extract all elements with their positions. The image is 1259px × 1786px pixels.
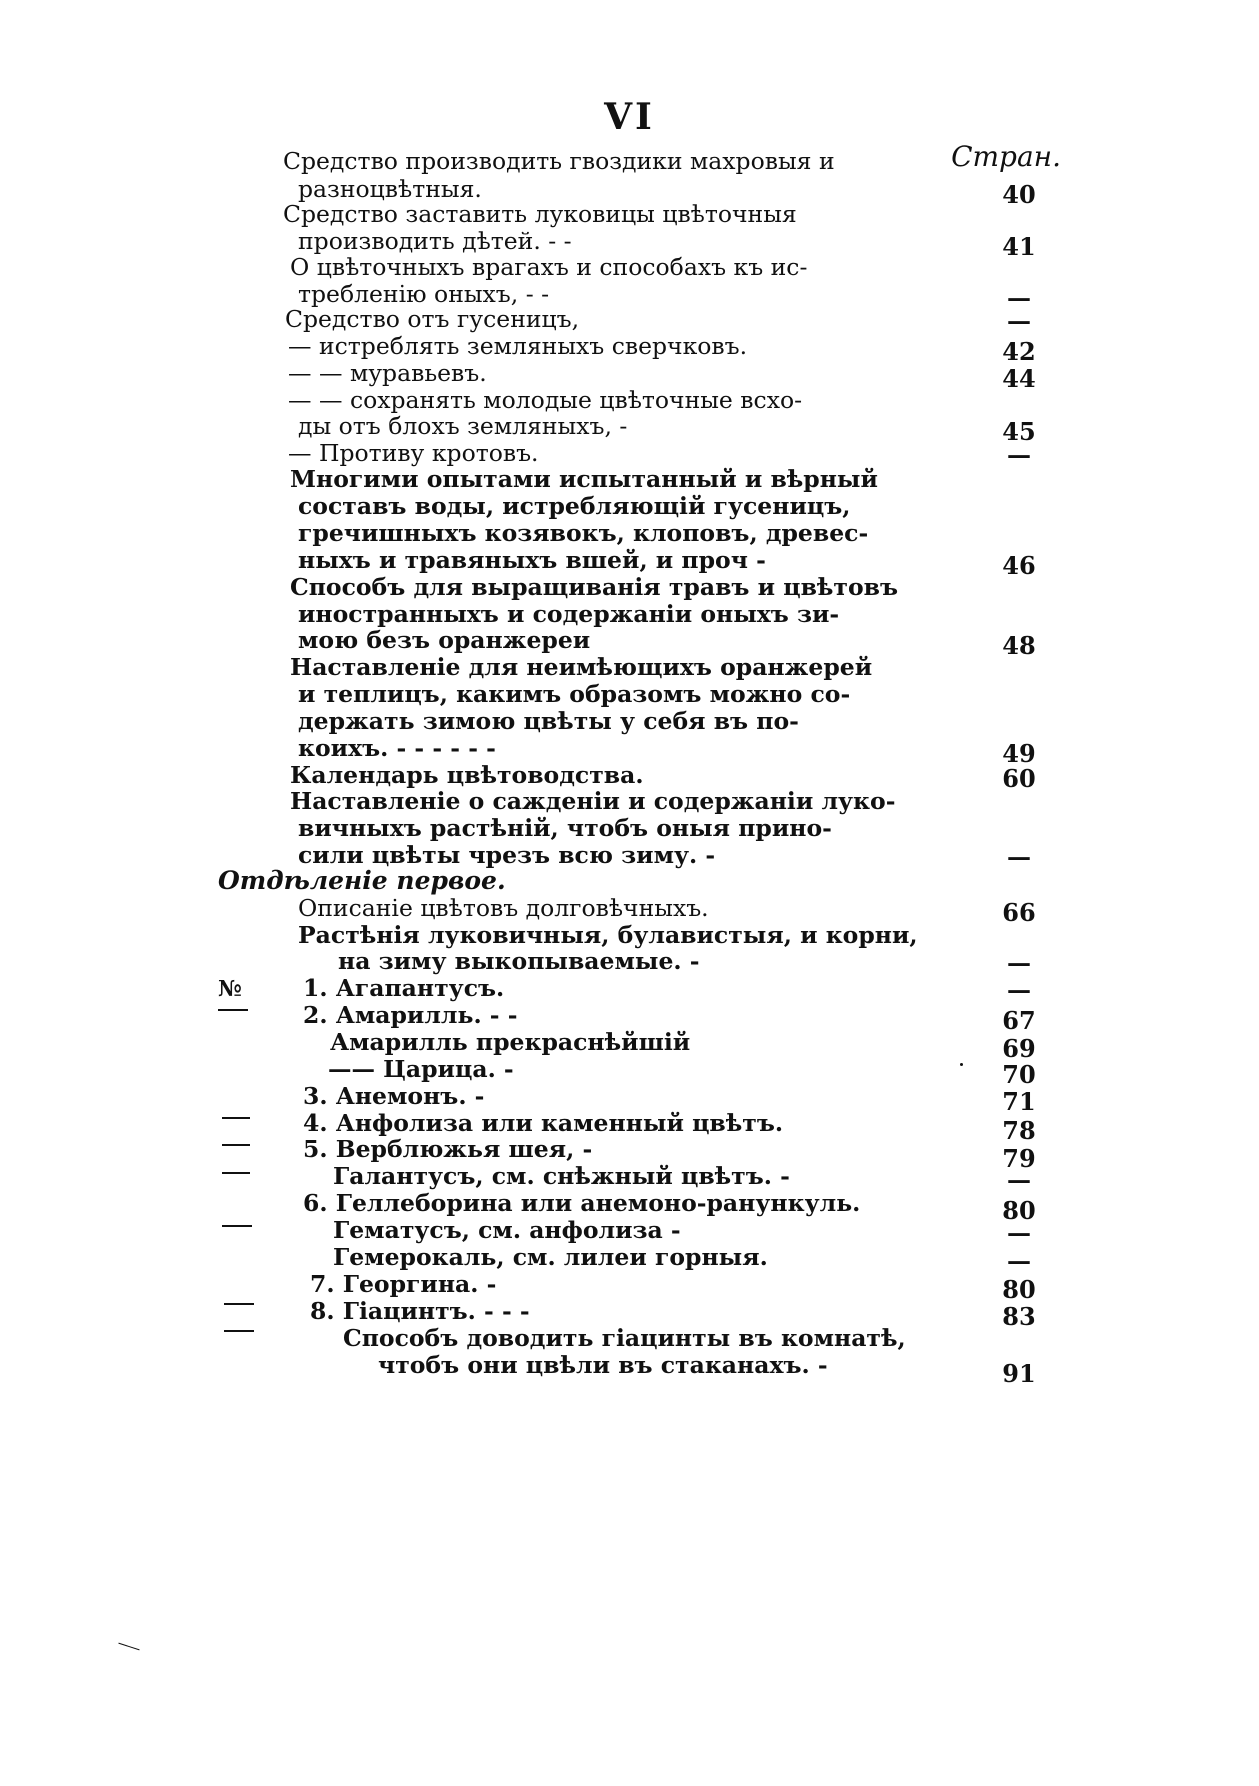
margin-dash bbox=[222, 1117, 250, 1119]
margin-dash bbox=[222, 1144, 250, 1146]
toc-page-ref: 41 bbox=[1002, 232, 1036, 261]
toc-page-ref: 67 bbox=[1002, 1006, 1036, 1035]
toc-entry: Растѣнія луковичныя, булавистыя, и корни, bbox=[298, 921, 918, 949]
toc-entry: 5. Верблюжья шея, - bbox=[303, 1135, 593, 1163]
toc-entry: ныхъ и травяныхъ вшей, и проч - bbox=[298, 546, 766, 574]
margin-dash bbox=[222, 1172, 250, 1174]
toc-page-ref: — bbox=[1007, 975, 1031, 1004]
toc-entry: держать зимою цвѣты у себя въ по- bbox=[298, 707, 799, 735]
section-heading: Отдѣленіе первое. bbox=[218, 866, 506, 895]
margin-dash bbox=[222, 1225, 252, 1227]
toc-entry: Календарь цвѣтоводства. bbox=[290, 761, 644, 789]
toc-page-ref: 80 bbox=[1002, 1275, 1036, 1304]
toc-page-ref: 69 bbox=[1002, 1034, 1036, 1063]
toc-entry: Описаніе цвѣтовъ долговѣчныхъ. bbox=[298, 894, 709, 922]
toc-entry: 4. Анфолиза или каменный цвѣтъ. bbox=[303, 1109, 784, 1137]
toc-page-ref: 80 bbox=[1002, 1196, 1036, 1225]
toc-entry: Наставленіе для неимѣющихъ оранжерей bbox=[290, 653, 873, 681]
toc-page-ref: — bbox=[1007, 283, 1031, 312]
ink-speck bbox=[960, 1063, 963, 1066]
margin-dash bbox=[224, 1330, 254, 1332]
toc-page-ref: — bbox=[1007, 1246, 1031, 1275]
toc-entry: иностранныхъ и содержаніи оныхъ зи- bbox=[298, 600, 840, 628]
toc-entry: ды отъ блохъ земляныхъ, - bbox=[298, 412, 628, 440]
toc-entry: гречишныхъ козявокъ, клоповъ, древес- bbox=[298, 519, 869, 547]
toc-entry: коихъ. - - - - - - bbox=[298, 734, 496, 762]
toc-entry: разноцвѣтныя. bbox=[298, 175, 482, 203]
toc-page-ref: 78 bbox=[1002, 1116, 1036, 1145]
toc-page-ref: 45 bbox=[1002, 417, 1036, 446]
toc-page-ref: 71 bbox=[1002, 1087, 1036, 1116]
toc-entry: 2. Амарилль. - - bbox=[303, 1001, 518, 1029]
toc-page-ref: — bbox=[1007, 306, 1031, 335]
toc-entry: 6. Геллеборина или анемоно-ранункуль. bbox=[303, 1189, 861, 1217]
toc-entry: — — муравьевъ. bbox=[288, 359, 487, 387]
toc-entry: 1. Агапантусъ. bbox=[303, 974, 505, 1002]
toc-page-ref: 60 bbox=[1002, 764, 1036, 793]
toc-page-ref: — bbox=[1007, 1165, 1031, 1194]
ink-speck bbox=[118, 1643, 139, 1651]
toc-entry: на зиму выкопываемые. - bbox=[338, 947, 700, 975]
toc-entry: Способъ доводить гіацинты въ комнатѣ, bbox=[343, 1324, 906, 1352]
toc-entry: 8. Гіацинтъ. - - - bbox=[310, 1297, 530, 1325]
toc-entry: вичныхъ растѣній, чтобъ оныя прино- bbox=[298, 814, 832, 842]
toc-entry: Средство отъ гусеницъ, bbox=[285, 305, 580, 333]
toc-entry: —— Царица. - bbox=[328, 1055, 514, 1083]
toc-entry: чтобъ они цвѣли въ стаканахъ. - bbox=[378, 1351, 828, 1379]
toc-page-ref: 70 bbox=[1002, 1060, 1036, 1089]
toc-entry: и теплицъ, какимъ образомъ можно со- bbox=[298, 680, 851, 708]
toc-page-ref: 42 bbox=[1002, 337, 1036, 366]
toc-entry: Гематусъ, см. анфолиза - bbox=[333, 1216, 681, 1244]
toc-page-ref: 48 bbox=[1002, 631, 1036, 660]
toc-entry: производить дѣтей. - - bbox=[298, 227, 572, 255]
toc-page-ref: 49 bbox=[1002, 739, 1036, 768]
toc-page-ref: 46 bbox=[1002, 551, 1036, 580]
toc-page-ref: 91 bbox=[1002, 1359, 1036, 1388]
toc-page-ref: 83 bbox=[1002, 1302, 1036, 1331]
toc-entry: О цвѣточныхъ врагахъ и способахъ къ ис- bbox=[290, 253, 808, 281]
toc-entry: сили цвѣты чрезъ всю зиму. - bbox=[298, 841, 716, 869]
toc-page-ref: 44 bbox=[1002, 364, 1036, 393]
toc-entry: Наставленіе о сажденіи и содержаніи луко- bbox=[290, 787, 896, 815]
toc-entry: мою безъ оранжереи bbox=[298, 626, 591, 654]
page-number: VI bbox=[604, 96, 655, 138]
page-column-header: Стран. bbox=[951, 140, 1061, 173]
toc-entry: — Противу кротовъ. bbox=[288, 439, 539, 467]
toc-page-ref: — bbox=[1007, 1218, 1031, 1247]
toc-page-ref: — bbox=[1007, 842, 1031, 871]
toc-entry: — — сохранять молодые цвѣточные всхо- bbox=[288, 386, 803, 414]
toc-page-ref: — bbox=[1007, 948, 1031, 977]
toc-page-ref: 79 bbox=[1002, 1144, 1036, 1173]
toc-entry: Многими опытами испытанный и вѣрный bbox=[290, 465, 878, 493]
toc-entry: требленію оныхъ, - - bbox=[298, 280, 550, 308]
toc-entry: Гемерокаль, см. лилеи горныя. bbox=[333, 1243, 768, 1271]
toc-entry: — истреблять земляныхъ сверчковъ. bbox=[288, 332, 748, 360]
toc-entry: Галантусъ, см. снѣжный цвѣтъ. - bbox=[333, 1162, 790, 1190]
margin-dash bbox=[218, 1009, 248, 1011]
toc-entry: Средство производить гвоздики махровыя и bbox=[283, 147, 835, 175]
toc-page-ref: — bbox=[1007, 440, 1031, 469]
toc-entry: 3. Анемонъ. - bbox=[303, 1082, 485, 1110]
margin-no-label: № bbox=[218, 976, 242, 1002]
toc-entry: Способъ для выращиванія травъ и цвѣтовъ bbox=[290, 573, 899, 601]
toc-page-ref: 66 bbox=[1002, 898, 1036, 927]
margin-dash bbox=[224, 1303, 254, 1305]
toc-page-ref: 40 bbox=[1002, 180, 1036, 209]
toc-entry: Амарилль прекраснѣйшій bbox=[330, 1028, 691, 1056]
toc-entry: 7. Георгина. - bbox=[310, 1270, 497, 1298]
toc-entry: составъ воды, истребляющій гусеницъ, bbox=[298, 492, 851, 520]
toc-entry: Средство заставить луковицы цвѣточныя bbox=[283, 200, 797, 228]
